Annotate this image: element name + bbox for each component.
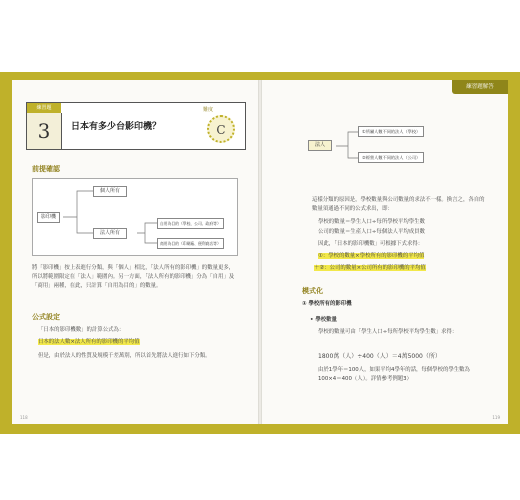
bullet-dot: • bbox=[310, 317, 316, 323]
reason-paragraph: 這樣分類的原因是，學校數量與公司數量的求法不一樣。換言之，各自的數量須通過不同的公式求出，即： bbox=[312, 197, 485, 212]
equation-a-highlight: ①：學校的數量×學校所有的影印機的平均值 bbox=[318, 253, 425, 259]
formula-highlight: 日本的法人數×法人所有的影印機的平均值 bbox=[38, 339, 140, 345]
therefore-paragraph: 因此，「日本的影印機數」可根據下式求得： bbox=[318, 241, 424, 247]
answer-tab-label: 練習題解答 bbox=[466, 84, 494, 90]
node-own-use: 自用為目的（學校、公司、政府等） bbox=[157, 218, 224, 229]
sub-heading-school: ① 學校所有的影印機 bbox=[302, 301, 352, 307]
difficulty-label: 難度 bbox=[203, 107, 214, 113]
equation-b-highlight: ＋②：公司的數量×公司所有的影印機的平均值 bbox=[314, 265, 426, 271]
classification-diagram bbox=[32, 178, 238, 256]
equation-b bbox=[314, 264, 488, 273]
right-page bbox=[262, 80, 508, 424]
calculation: 1800萬（人）÷400（人）＝4萬5000（所） bbox=[318, 353, 441, 360]
premise-paragraph: 將「影印機」按上表進行分類，與「個人」相比，「法人所有的影印機」的數量更多，所以將範圍限定在「法人」範圍內。另一方面，「法人所有的影印機」分為「自用」及「商用」兩種，在此，只計算「自用為目的」的數量。 bbox=[32, 265, 235, 289]
book-spread bbox=[0, 72, 520, 434]
node-commercial: 商用為目的（印刷廠、便利商店等） bbox=[157, 238, 224, 249]
node-personal: 個人所有 bbox=[93, 186, 127, 197]
node-corporate: 法人所有 bbox=[93, 228, 127, 239]
exercise-label: 練習題 bbox=[27, 103, 61, 113]
node-copier: 影印機 bbox=[37, 212, 60, 223]
exercise-number: 3 bbox=[27, 113, 62, 149]
note-paragraph: 由於1學年＝100人，如果平均4學年的話，每個學校的學生數為100×4＝400（人）。詳情參考例題3） bbox=[318, 367, 470, 382]
formula-paragraph: 但是，由於法人的性質及規模千差萬別，所以首先將法人進行如下分類。 bbox=[38, 353, 211, 359]
section-premise: 前提確認 bbox=[32, 165, 60, 173]
corporate-diagram bbox=[302, 118, 452, 168]
left-page bbox=[12, 80, 258, 424]
node-company: ②經營人數不同的法人（公司） bbox=[358, 152, 424, 163]
school-equation: 學校的數量＝學生人口÷每所學校平均學生數 bbox=[318, 219, 425, 225]
node-school: ①所屬人數不同的法人（學校） bbox=[358, 126, 424, 137]
formula bbox=[38, 338, 238, 347]
page-number-right: 119 bbox=[492, 415, 500, 420]
section-model: 模式化 bbox=[302, 287, 323, 295]
answer-tab bbox=[452, 80, 508, 94]
difficulty-grade: C bbox=[216, 123, 226, 137]
page-number-left: 118 bbox=[20, 415, 28, 420]
exercise-header bbox=[26, 102, 246, 150]
bullet-school-count bbox=[310, 316, 337, 325]
equation-a bbox=[318, 252, 488, 261]
difficulty-badge bbox=[207, 115, 235, 143]
section-formula: 公式設定 bbox=[32, 313, 60, 321]
company-equation: 公司的數量＝生產人口÷每個法人平均成員數 bbox=[318, 229, 425, 235]
node-legal-entity: 法人 bbox=[308, 140, 332, 151]
exercise-title: 日本有多少台影印機？ bbox=[71, 122, 162, 132]
model-paragraph: 學校的數量可由「學生人口÷每所學校平均學生數」求得： bbox=[318, 329, 458, 335]
bullet-label: 學校數量 bbox=[315, 317, 337, 323]
formula-intro: 「日本的影印機數」的計算公式為： bbox=[38, 327, 125, 333]
